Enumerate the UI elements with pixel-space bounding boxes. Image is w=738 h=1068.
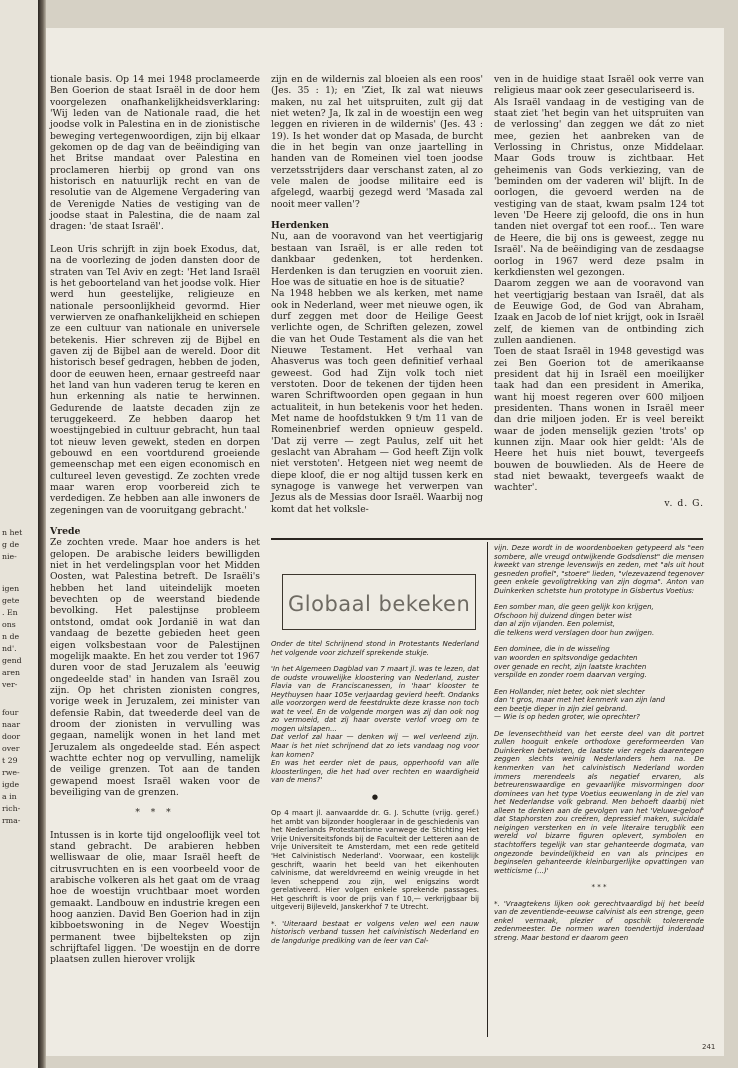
previous-page-fragment: naar (2, 720, 21, 729)
paragraph: Daarom zeggen we aan de vooravond van het veertigjarig bestaan van Israël, dat als de Eeuwige God, de God van Abraham, Izaak en Jacob de lof niet krijgt, ook in Israël zelf, de kiemen van de ontbinding zich zullen aandienen. (494, 278, 704, 346)
previous-page-strip (0, 0, 40, 1068)
poem-line: die telkens werd verslagen door hun zwijgen. (494, 627, 655, 637)
previous-page-fragment: aren (2, 668, 21, 677)
previous-page-fragment: door (2, 732, 21, 741)
author-initials: v. d. G. (664, 497, 704, 509)
quote: vijn. Deze wordt in de woordenboeken getypeerd als "een sombere, alle vreugd ontwijkende Godsdienst" die mensen kweekt van strenge levenswijs en zeden, met "als uit hout gesneden profiel", "stoere" lieden, "vlezevazend tegenover geen enkele gevoligtrekking van zijn dogma". Anton van Duinkerken schetste hun prototype in Gisbertus Voetius: (494, 543, 704, 595)
previous-page-fragment: nd'. (2, 644, 17, 653)
previous-page-fragment: . En (2, 608, 18, 617)
binding-gutter (38, 0, 46, 1068)
previous-page-fragment: ver- (2, 680, 18, 689)
previous-page-fragment: nie- (2, 552, 17, 561)
previous-page-fragment: ons (2, 620, 16, 629)
previous-page-fragment: rich- (2, 804, 21, 813)
previous-page-fragment: n de (2, 632, 20, 641)
paragraph: Leon Uris schrijft in zijn boek Exodus, dat, na de voorlezing de joden dansten door de straten van Tel Aviv en zegt: 'Het land Israël is het geboorteland van het joodse volk. Hier werd hun geestelijke, religieuze en nationale persoonlijkheid gevormd. Hier verwierven ze onafhankelijkheid en schiepen ze een cultuur van nationale en universele betekenis. Hier schreven zij de Bijbel en gaven zij de Bijbel aan de wereld. Door dit historisch besef gedragen, hebben de joden, door de eeuwen heen, ernaar gestreefd naar het land van hun vaderen terug te keren en hun erkenning als natie te herwinnen. Gedurende de laatste decaden zijn ze teruggekeerd. Ze hebben daarop het woestijngebied in cultuur gebracht, hun taal tot nieuw leven gewekt, steden en dorpen gebouwd en een voortdurend groeiende gemeenschap met een eigen economisch en cultureel leven gevestigd. Ze zochten vrede maar waren erop voorbereid zich te verdedigen. Ze hebben aan alle inwoners de zegeningen van de vooruitgang gebracht.' (50, 243, 261, 516)
quote: De levensechtheid van het eerste deel van dit portret zullen hooguit enkele orthodoxe gereformeerden Van Duinkerken betwisten, de laatste vier regels daarentegen zeggen slechts weinig Nederlanders hem na. De kenmerken van het calvinistisch Nederland worden immers merendeels als negatief ervaren, als betreurenswaardige en gevaarlijke misvormingen door dominees van het type Voetius eeuwenlang in de ziel van het Nederlandse volk gebrand. Men behoeft daarbij niet alleen te denken aan de gevolgen van het 'Veluwe-geloof' dat Staphorsten zou creëren, depressief maken, suicidale neigingen versterken en in vele literaire terugblik een wereld vol bizarre figuren oplevert, symbolen en stachtoffers tegelijk van star gehanteerde dogmata, van ongezonde bevindelijkheid en van als principes en beginselen gehanteerde kleinburgerlijke opvattingen van wetticisme (...)' (494, 728, 704, 875)
section-heading-vrede: Vrede (50, 526, 81, 538)
globaal-bekeken-column (271, 640, 479, 946)
poem-line: Een Hollander, niet beter, ook niet slechter (494, 686, 645, 696)
article-column-1 (50, 74, 260, 966)
horizontal-rule (271, 538, 703, 540)
poem-line: over genade en recht, zijn laatste krachten (494, 661, 647, 671)
previous-page-fragment: gend (2, 656, 22, 665)
previous-page-fragment: g de (2, 540, 20, 549)
paragraph: Ze zochten vrede. Maar hoe anders is het gelopen. De arabische leiders bewilligden niet in het verdelingsplan voor het Midden Oosten, wat Palestina betreft. De Israëli's hebben het land uiteindelijk moeten bevechten op de weerstand biedende bevolking. Het palestijnse probleem ontstond, omdat ook Jordanië in wat dan vandaag de bezette gebieden heet geen eigen volksbestaan voor de Palestijnen mogelijk maakte. En het zou verder tot 1967 duren voor de stad Jeruzalem als 'eeuwig ongedeelde stad' in handen van Israël zou zijn. Op het christen zionisten congres, vorige week in Jeruzalem, zei minister van defensie Rabin, dat tweederde deel van de droom der zionisten in vervulling was gegaan, namelijk wonen in het land met Jeruzalem als ongedeelde stad. Eén aspect wachtte echter nog op vervulling, namelijk de veilige grenzen. Tot aan de tanden gewapend moest Israël waken voor de beveiliging van de grenzen. (50, 537, 260, 798)
previous-page-fragment: gete (2, 596, 20, 605)
page-number: 241 (702, 1043, 716, 1051)
column-divider (487, 542, 488, 1037)
paragraph: Toen de staat Israël in 1948 gevestigd was zei Ben Goerion tot de amerikaanse president dat hij in Israël een moeilijker taak had dan een president in Amerika, want hij moest regeren over 600 miljoen presidenten. Thans wonen in Israël meer dan drie miljoen joden. Er is veel bereikt waar de joden menselijk gezien 'trots' op kunnen zijn. Maar ook hier geldt: 'Als de Heere het huis niet bouwt, tevergeefs bouwen de bouwlieden. Als de Heere de stad niet bewaakt, tevergeefs waakt de wachter'. (494, 346, 704, 494)
previous-page-fragment: four (2, 708, 19, 717)
previous-page-fragment: n het (2, 528, 23, 537)
quote: 'In het Algemeen Dagblad van 7 maart jl. was te lezen, dat de oudste vrouwelijke kloostering van Nederland, zuster Flavia van de Franciscanessen, in 'haar' klooster te Heythuysen haar 105e verjaardag gevierd heeft. Ondanks alle voorzorgen werd de feestdrukte deze krasse non toch wat te veel. En de volgende morgen was zij dan ook nog zo vermoeid, dat zij haar overste verlof vroeg om te mogen uitslapen... (271, 664, 479, 733)
paragraph: Nu, aan de vooravond van het veertigjarig bestaan van Israël, is er alle reden tot dankbaar gedenken, tot herdenken. Herdenken is dan terugzien en vooruit zien. Hoe was de situatie en hoe is de situatie? (271, 231, 483, 288)
poem-line: van woorden en spitsvondige gedachten (494, 653, 638, 663)
bullet-separator: ● (371, 791, 379, 801)
previous-page-fragment: rwe- (2, 768, 20, 777)
poem-line: — Wie is op heden groter, wie oprechter? (494, 712, 640, 722)
poem-line: Een somber man, die geen gelijk kon krijgen, (494, 602, 654, 612)
poem-line: dan al zijn vijanden. Een polemist, (494, 619, 616, 629)
paragraph: Intussen is in korte tijd ongelooflijk veel tot stand gebracht. De arabieren hebben welliswaar de olie, maar Israël heeft de citrusvruchten en is een voorbeeld voor de arabische volkeren als het gaat om de vraag hoe de woestijn vruchtbaar moet worden gemaakt. Landbouw en industrie kregen een hoog aanzien. David Ben Goerion had in zijn kibboetswoning in de Negev Woestijn permanent twee bijbelteksten op zijn schrijftafel liggen. 'De woestijn en de dorre plaatsen zullen hierover vrolijk (50, 829, 260, 966)
previous-page-fragment: igde (2, 780, 20, 789)
paragraph: Op 4 maart jl. aanvaardde dr. G. J. Schutte (vrijg. geref.) het ambt van bijzonder hoogleraar in de geschiedenis van het Nederlands Protestantisme vanwege de Stichting Het Vrije Universiteitsfonds bij de Faculteit der Letteren aan de Vrije Universiteit te Amsterdam, met een rede getiteld 'Het Calvinistisch Nederland'. Voorwaar, een kostelijk geschrift, waarin het beeld van het eikenhouten calvinisme, dat wereldvreemd en weinig vreugde in het leven scheppend zou zijn, wel enigszins wordt gerelativeerd. Hier volgen enkele sprekende passages. Het geschrift is voor de prijs van f 10,— verkrijgbaar bij uitgeverij Bijleveld, Janskerkhof 7 te Utrecht. (271, 808, 479, 912)
previous-page-fragment: rma- (2, 816, 21, 825)
quote: En was het eerder niet de paus, opperhoofd van alle kloosterlingen, die het had over rechten en waardigheid van de mens?' (271, 758, 479, 785)
poem-line: verspilde en zonder roem daarvan verging. (494, 670, 647, 680)
paragraph: zijn en de wildernis zal bloeien als een roos' (Jes. 35 : 1); en 'Ziet, Ik zal wat nieuws maken, nu zal het uitspruiten, zult gij dat niet weten? Ja, Ik zal in de woestijn een weg leggen en rivieren in de wildernis' (Jes. 43 : 19). Is het wonder dat op Masada, de burcht die in het begin van onze jaartelling in handen van de Romeinen viel toen joodse verzetsstrijders daar verschanst zaten, al zo vele malen de joodse militaire eed is afgelegd, waarbij gezegd werd 'Masada zal nooit meer vallen'? (271, 74, 483, 210)
paragraph: tionale basis. Op 14 mei 1948 proclameerde Ben Goerion de staat Israël in de door hem voorgelezen onafhankelijkheidsverklaring: 'Wij leden van de Nationale raad, die het joodse volk in Palestina en in de zionistische beweging vertegenwoordigen, zijn bij elkaar gekomen op de dag van de beëindiging van het Britse mandaat over Palestina en proclameren hierbij op grond van ons historisch en natuurlijk recht en van de resolutie van de Algemene Vergadering van de Verenigde Naties de vestiging van de joodse staat in Palestina, die de naam zal dragen: 'de staat Israël'. (50, 74, 260, 233)
previous-page-fragment: igen (2, 584, 20, 593)
poem-line: een beetje dieper in zijn ziel gebrand. (494, 703, 628, 713)
section-heading-herdenken: Herdenken (271, 220, 329, 232)
paragraph: ven in de huidige staat Israël ook verre van religieus maar ook zeer geseculariseerd is. (494, 74, 704, 97)
previous-page-fragment: a in (2, 792, 17, 801)
quote: *. 'Uiteraard bestaat er volgens velen wel een nauw historisch verband tussen het calvinistisch Nederland en de langdurige prediking van de leer van Cal- (271, 918, 479, 945)
previous-page-fragment: over (2, 744, 20, 753)
paragraph: Als Israël vandaag in de vestiging van de staat ziet 'het begin van het uitspruiten van de verlossing' dan zeggen we dát zo niet mee, gezien het aanbreken van de Verlossing in Christus, onze Middelaar. Maar Gods trouw is zichtbaar. Het geheimenis van Gods verkiezing, van de 'beminden om der vaderen wil' blijft. In de oorlogen, die gevoerd werden na de vestiging van de staat, kwam psalm 124 tot leven 'De Heere zij geloofd, die ons in hun tanden niet overgaf tot een roof... Ten ware de Heere, die bij ons is geweest, zegge nu Israël'. Na de beëindiging van de zesdaagse oorlog in 1967 werd deze psalm in kerkdiensten wel gezongen. (494, 96, 704, 278)
section-separator: * * * (135, 808, 175, 819)
article-column-3 (494, 74, 704, 509)
quote: Dat verlof zal haar — denken wij — wel verleend zijn. Maar is het niet schrijnend dat zo iets vandaag nog voor kan komen? (271, 732, 479, 759)
quote: *. 'Vraagtekens lijken ook gerechtvaardigd bij het beeld van de zeventiende-eeuwse calvinist als een strenge, geen enkel vermaak, plezier of opschik tolererende zedenmeester. De normen waren toendertijd inderdaad streng. Maar bestond er daarom geen (494, 898, 704, 942)
paragraph: Na 1948 hebben we als kerken, met name ook in Nederland, weer met nieuwe ogen, ik durf zeggen met door de Heilige Geest verlichte ogen, de Schriften gelezen, zowel die van het Oude Testament als die van het Nieuwe Testament. Het verhaal van Ahasverus was toch geen definitief verhaal geweest. God had Zijn volk toch niet verstoten. Door de tekenen der tijden heen waren Schriftwoorden open gegaan in hun actualiteit, in hun betekenis voor het heden. Met name de hoofdstukken 9 t/m 11 van de Romeinenbrief werden opnieuw gespeld. 'Dat zij verre — zegt Paulus, zelf uit het geslacht van Abraham — God heeft Zijn volk niet verstoten'. Hetgeen niet weg neemt de diepe kloof, die er nog altijd tussen kerk en synagoge is vanwege het verwerpen van Jezus als de Messias door Israël. Waarbij nog komt dat het volksle- (271, 288, 483, 515)
poem-line: Ofschoon hij duizend dingen beter wist (494, 610, 632, 620)
poem-line: Een dominee, die in de wisseling (494, 644, 610, 654)
paragraph: Onder de titel Schrijnend stond in Protestants Nederland het volgende voor zichzelf sprekende stukje. (271, 639, 479, 657)
article-column-2 (271, 74, 483, 515)
previous-page-fragment: t 29 (2, 756, 18, 765)
column-title: Globaal bekeken (288, 592, 471, 616)
section-separator: * * * (591, 882, 607, 892)
globaal-bekeken-column-right (494, 544, 704, 942)
poem-line: dan 't gros, maar met het kenmerk van zijn land (494, 695, 665, 705)
